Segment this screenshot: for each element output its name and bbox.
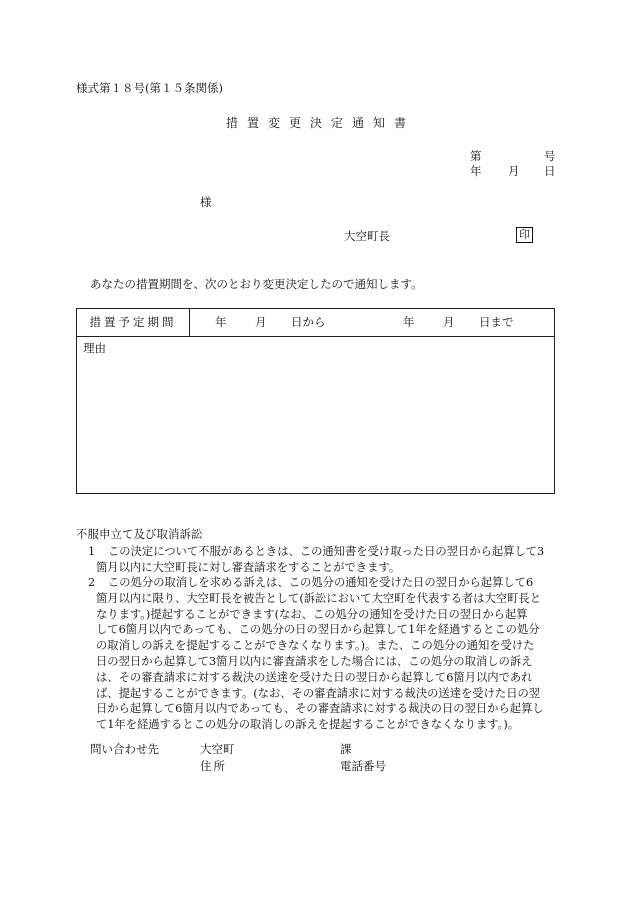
period-label: 措置予定期間 (77, 309, 190, 336)
seal-stamp: 印 (516, 227, 533, 243)
objection-item-1 (76, 544, 560, 576)
contact-label: 問い合わせ先 (90, 742, 159, 756)
period-row (77, 309, 554, 337)
item-line: て1年を経過するとこの処分の取消しの訴えを提起することができなくなります。)。 (96, 718, 520, 732)
item-line: して6箇月以内であっても、この処分の日の翌日から起算して1年を経過するとこの処分 (96, 623, 540, 637)
sender-name: 大空町長 (344, 229, 390, 243)
item-line: は、その審査請求に対する裁決の送達を受けた日の翌日から起算して6箇月以内であれ (96, 670, 533, 684)
from-year: 年 (215, 315, 227, 329)
document-number-prefix: 第 (470, 149, 482, 163)
to-month: 月 (443, 315, 455, 329)
addressee-honorific: 様 (200, 195, 212, 209)
to-year: 年 (403, 315, 415, 329)
date-month: 月 (508, 164, 520, 178)
from-day: 日から (291, 315, 326, 329)
date-year: 年 (470, 164, 482, 178)
contact-phone-label: 電話番号 (340, 759, 386, 773)
item-line: 箇月以内に限り、大空町長を被告として(訴訟において大空町を代表する者は大空町長と (96, 591, 541, 605)
document-title: 措置変更決定通知書 (226, 116, 416, 130)
to-day: 日まで (479, 315, 514, 329)
intro-text: あなたの措置期間を、次のとおり変更決定したので通知します。 (90, 277, 423, 291)
item-line: ば、提起することができます。(なお、その審査請求に対する裁決の送達を受けた日の翌 (96, 686, 541, 700)
period-table (76, 308, 555, 494)
item-line: この決定について不服があるときは、この通知書を受け取った日の翌日から起算して3 (108, 545, 545, 558)
date-day: 日 (544, 164, 556, 178)
document-number-suffix: 号 (544, 149, 556, 163)
item-line: 箇月以内に大空町長に対し審査請求をすることができます。 (96, 560, 401, 574)
objection-item-2 (76, 575, 560, 733)
contact-address-label: 住所 (200, 759, 227, 773)
item-line: の取消しの訴えを提起することができなくなります。)。また、この処分の通知を受けた (96, 639, 535, 653)
contact-section: 課 (340, 742, 352, 756)
reason-label: 理由 (83, 341, 106, 355)
form-number: 様式第１８号(第１５条関係) (76, 81, 223, 95)
item-line: この処分の取消しを求める訴えは、この処分の通知を受けた日の翌日から起算して6 (108, 576, 534, 589)
objection-heading: 不服申立て及び取消訴訟 (76, 527, 203, 541)
contact-town: 大空町 (200, 742, 235, 756)
item-line: 日から起算して6箇月以内であっても、その審査請求に対する裁決の日の翌日から起算し (96, 702, 544, 716)
item-number: 1 (88, 545, 96, 558)
from-month: 月 (255, 315, 267, 329)
item-number: 2 (88, 576, 96, 589)
item-line: なります。)提起することができます(なお、この処分の通知を受けた日の翌日から起算 (96, 607, 528, 621)
item-line: 日の翌日から起算して3箇月以内に審査請求をした場合には、この処分の取消しの訴え (96, 654, 533, 668)
